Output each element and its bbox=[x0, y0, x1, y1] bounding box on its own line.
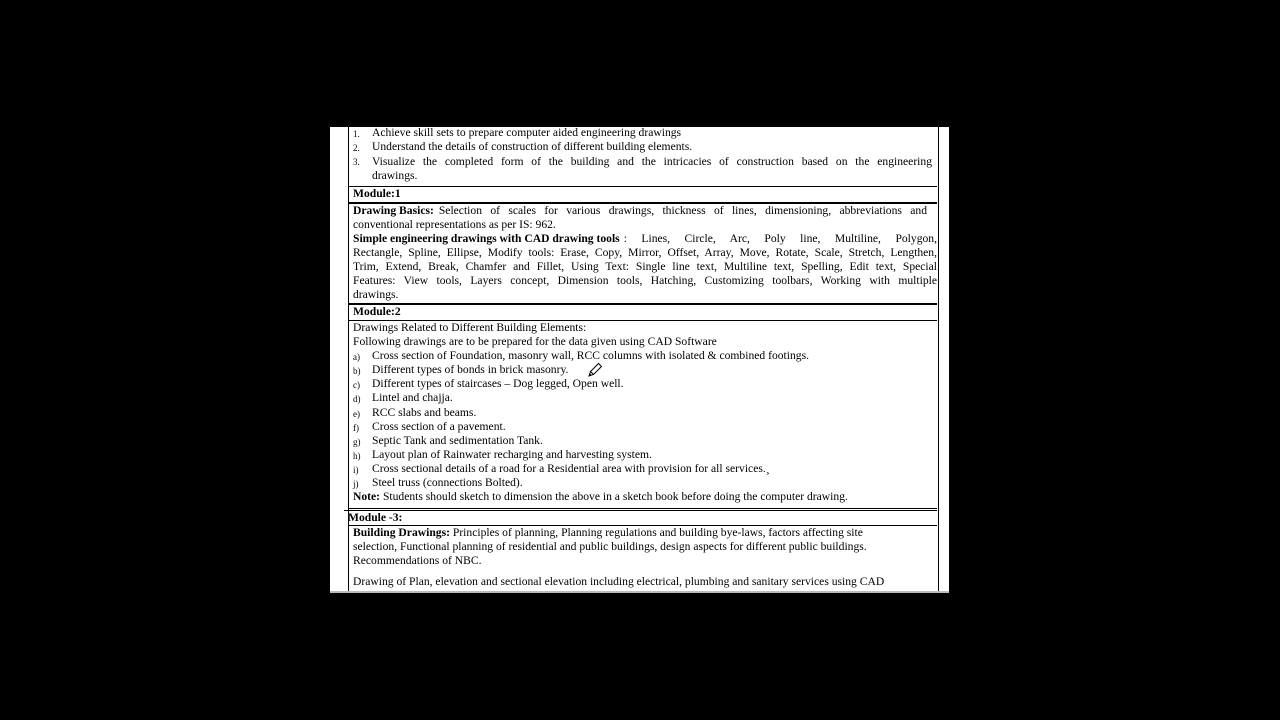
list-item: Cross section of a pavement. bbox=[372, 420, 506, 433]
list-marker: i) bbox=[353, 465, 359, 475]
note-label: Note: bbox=[353, 490, 381, 503]
objective-text: Understand the details of construction of different building elements. bbox=[372, 140, 693, 153]
list-item: Lintel and chajja. bbox=[372, 391, 453, 404]
objective-number: 1. bbox=[353, 129, 360, 139]
page-bottom-edge bbox=[330, 591, 949, 593]
objective-text-cont: drawings. bbox=[372, 169, 418, 182]
module-2-title: Module:2 bbox=[353, 305, 401, 318]
rule bbox=[348, 186, 937, 187]
drawing-basics-text: Selection of scales for various drawings, thickness of lines, dimensioning, abbreviations and bbox=[438, 204, 927, 217]
module-3-title: Module -3: bbox=[348, 511, 403, 524]
drawing-basics-label: Drawing Basics: bbox=[353, 204, 434, 217]
module-2-intro: Drawings Related to Different Building Elements: bbox=[353, 321, 587, 334]
list-item: Different types of staircases – Dog legged, Open well. bbox=[372, 377, 624, 390]
simple-drawings-line3: Trim, Extend, Break, Chamfer and Fillet, Using Text: Single line text, Multiline text, Spelling, Edit text, Special bbox=[353, 260, 937, 273]
rule bbox=[344, 510, 937, 511]
objective-text: Visualize the completed form of the building and the intricacies of construction based on the engineering bbox=[372, 155, 932, 168]
simple-drawings-label: Simple engineering drawings with CAD drawing tools bbox=[353, 232, 620, 245]
simple-drawings-line2: Rectangle, Spline, Ellipse, Modify tools: Erase, Copy, Mirror, Offset, Array, Move, Rotate, Scale, Stretch, Lengthen, bbox=[353, 246, 937, 259]
simple-drawings-text: : Lines, Circle, Arc, Poly line, Multiline, Polygon, bbox=[623, 232, 937, 245]
module-2-note bbox=[353, 490, 848, 504]
module-1-title: Module:1 bbox=[353, 187, 401, 200]
list-marker: b) bbox=[353, 366, 361, 376]
list-item: RCC slabs and beams. bbox=[372, 406, 477, 419]
list-item: Septic Tank and sedimentation Tank. bbox=[372, 434, 543, 447]
list-marker: d) bbox=[353, 394, 361, 404]
list-marker: e) bbox=[353, 409, 360, 419]
list-item: Layout plan of Rainwater recharging and harvesting system. bbox=[372, 448, 652, 461]
list-item: Steel truss (connections Bolted). bbox=[372, 476, 523, 489]
building-drawings-line2: selection, Functional planning of residential and public buildings, design aspects for different public buildings. bbox=[353, 540, 867, 553]
drawing-basics-line1 bbox=[353, 204, 927, 218]
building-drawings-label: Building Drawings: bbox=[353, 526, 450, 539]
list-item: Cross section of Foundation, masonry wall, RCC columns with isolated & combined footings. bbox=[372, 349, 809, 362]
list-marker: h) bbox=[353, 451, 361, 461]
list-marker: j) bbox=[353, 479, 359, 489]
building-drawings-text: Principles of planning, Planning regulations and building bye-laws, factors affecting site bbox=[452, 526, 863, 539]
list-marker: a) bbox=[353, 352, 360, 362]
building-drawings-line1 bbox=[353, 526, 863, 540]
list-marker: c) bbox=[353, 380, 360, 390]
list-marker: f) bbox=[353, 423, 359, 433]
list-marker: g) bbox=[353, 437, 361, 447]
building-drawings-line3: Recommendations of NBC. bbox=[353, 554, 482, 567]
simple-drawings-line4: Features: View tools, Layers concept, Dimension tools, Hatching, Customizing toolbars, Working with multiple bbox=[353, 274, 937, 287]
objective-number: 3. bbox=[353, 157, 360, 167]
list-item: Different types of bonds in brick masonry. bbox=[372, 363, 569, 376]
note-text: Students should sketch to dimension the above in a sketch book before doing the computer drawing. bbox=[382, 490, 848, 503]
list-item: Cross sectional details of a road for a Residential area with provision for all services.¸ bbox=[372, 462, 770, 475]
objective-number: 2. bbox=[353, 143, 360, 153]
drawing-plan-line1: Drawing of Plan, elevation and sectional elevation including electrical, plumbing and sanitary services using CAD bbox=[353, 575, 885, 588]
rule bbox=[348, 303, 937, 305]
pencil-cursor-icon bbox=[586, 361, 604, 379]
objective-text: Achieve skill sets to prepare computer aided engineering drawings bbox=[372, 127, 682, 139]
module-2-intro: Following drawings are to be prepared for the data given using CAD Software bbox=[353, 335, 717, 348]
simple-drawings-line1 bbox=[353, 232, 937, 246]
rule bbox=[348, 508, 937, 509]
simple-drawings-line5: drawings. bbox=[353, 288, 399, 301]
drawing-basics-line2: conventional representations as per IS: 962. bbox=[353, 218, 556, 231]
document-page bbox=[330, 127, 949, 593]
